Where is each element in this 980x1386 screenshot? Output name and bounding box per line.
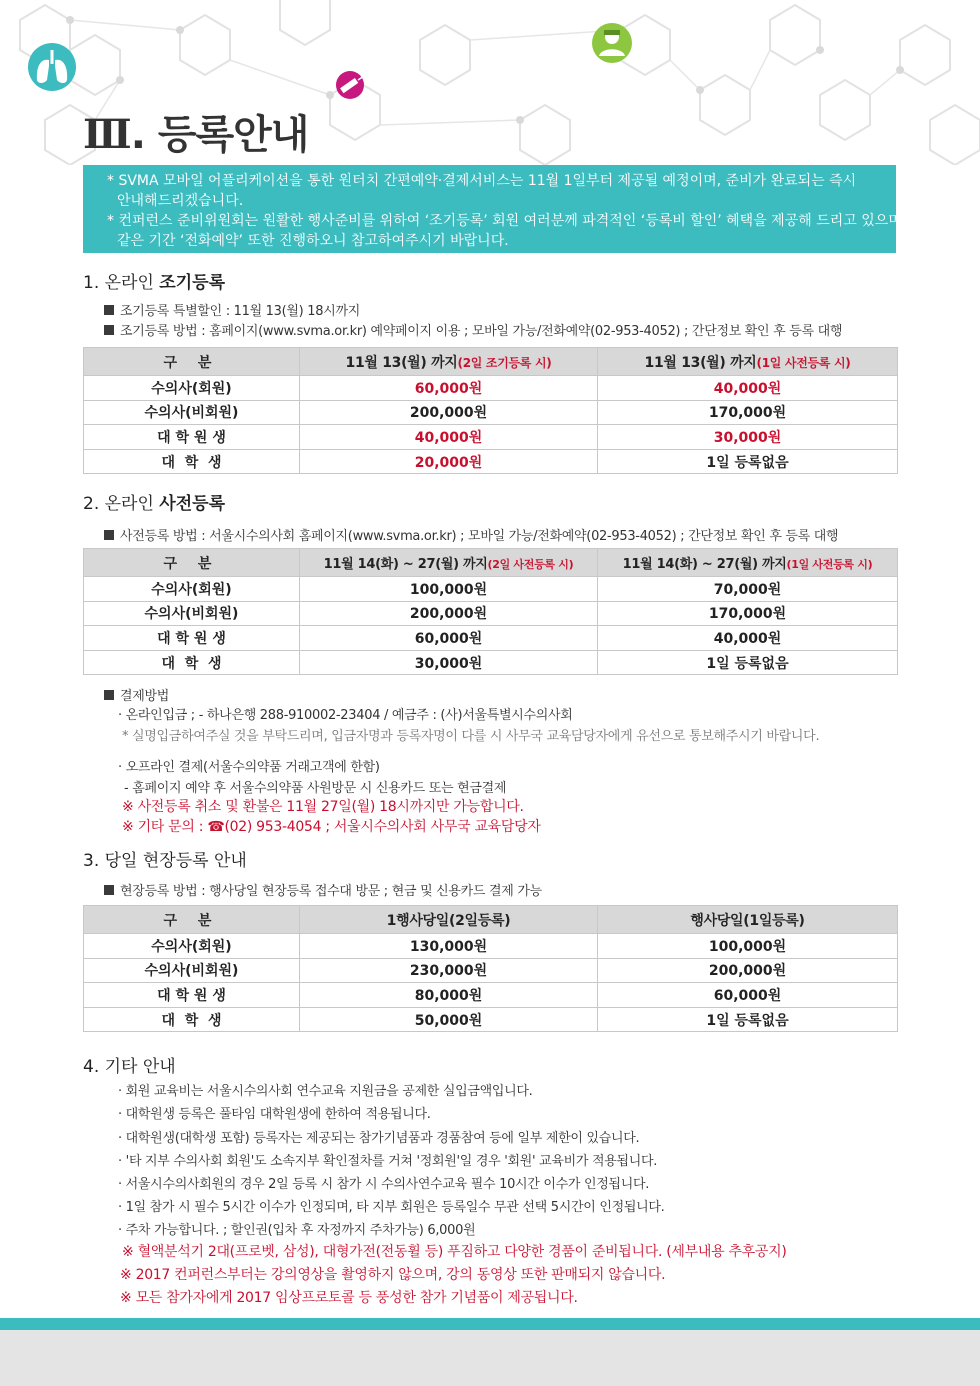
section-1-bullet — [104, 300, 360, 319]
row-category: 수의사(비회원) — [84, 400, 300, 425]
notice-line: * SVMA 모바일 어플리케이션을 통한 원터치 간편예약·결제서비스는 11월 1일부터 제공될 예정이며, 준비가 완료되는 즉시 — [107, 173, 857, 189]
info-note: ※ 모든 참가자에게 2017 임상프로토콜 등 풍성한 참가 기념품이 제공됩니다. — [120, 1290, 578, 1306]
section-2-bold: 사전등록 — [159, 494, 225, 514]
section-1-bold: 조기등록 — [159, 273, 225, 293]
info-item: · 1일 참가 시 필수 5시간 이수가 인정되며, 타 지부 회원은 등록일수 무관 선택 5시간이 인정됩니다. — [118, 1200, 665, 1215]
notice-line: * 컨퍼런스 준비위원회는 원활한 행사준비를 위하여 ‘조기등록’ 회원 여러분께 파격적인 ‘등록비 할인’ 혜택을 제공해 드리고 있으며, — [107, 213, 907, 229]
payment-online: · 온라인입금 ; - 하나은행 288-910002-23404 / 예금주 : (사)서울특별시수의사회 — [118, 708, 573, 723]
bullet-text: 조기등록 특별할인 : 11월 13(월) 18시까지 — [120, 304, 360, 319]
info-note: ※ 혈액분석기 2대(프로벳, 삼성), 대형가전(전동휠 등) 푸짐하고 다양한 경품이 준비됩니다. (세부내용 추후공지) — [122, 1244, 787, 1260]
info-item: · 회원 교육비는 서울시수의사회 연수교육 지원금을 공제한 실입금액입니다. — [118, 1084, 533, 1099]
square-bullet-icon — [104, 305, 114, 315]
header-category: 구 분 — [84, 348, 300, 376]
bullet-text: 사전등록 방법 : 서울시수의사회 홈페이지(www.svma.or.kr) ; 모바일 가능/전화예약(02-953-4052) ; 간단정보 확인 후 등록 대행 — [120, 529, 839, 544]
table-row — [84, 626, 898, 651]
row-value: 200,000원 — [300, 400, 598, 425]
header-1day — [598, 549, 898, 577]
square-bullet-icon — [104, 530, 114, 540]
row-value: 50,000원 — [300, 1007, 598, 1032]
section-2-prefix: 2. 온라인 — [83, 494, 160, 514]
header-main: 11월 13(월) 까지 — [644, 354, 757, 371]
row-value: 40,000원 — [598, 626, 898, 651]
info-item: · 주차 가능합니다. ; 할인권(입차 후 자정까지 주차가능) 6,000원 — [118, 1223, 476, 1238]
row-value: 200,000원 — [598, 958, 898, 983]
footer-gray-band — [0, 1330, 980, 1386]
header-2day — [300, 549, 598, 577]
table-header-row — [84, 549, 898, 577]
row-value: 130,000원 — [300, 934, 598, 959]
row-category: 대 학 원 생 — [84, 983, 300, 1008]
info-item: · 대학원생(대학생 포함) 등록자는 제공되는 참가기념품과 경품참여 등에 일부 제한이 있습니다. — [118, 1131, 640, 1146]
row-category: 대 학 생 — [84, 650, 300, 675]
table-row — [84, 425, 898, 450]
row-value: 30,000원 — [598, 425, 898, 450]
table-row — [84, 601, 898, 626]
row-value: 70,000원 — [598, 577, 898, 602]
row-value: 60,000원 — [300, 626, 598, 651]
title-numeral: Ⅲ — [83, 111, 131, 158]
row-value: 20,000원 — [300, 449, 598, 474]
header-2day: 1행사당일(2일등록) — [300, 906, 598, 934]
row-value: 100,000원 — [300, 577, 598, 602]
payment-offline-detail: - 홈페이지 예약 후 서울수의약품 사원방문 시 신용카드 또는 현금결제 — [124, 781, 507, 796]
section-1-title — [83, 268, 225, 293]
lungs-icon — [28, 43, 76, 91]
section-2-title — [83, 489, 225, 514]
table-header-row — [84, 348, 898, 376]
section-3-bullet — [104, 880, 542, 899]
table-row — [84, 376, 898, 401]
fee-table-advance — [83, 548, 898, 675]
square-bullet-icon — [104, 325, 114, 335]
contact-prefix: ※ 기타 문의 : — [122, 819, 208, 835]
info-item: · 대학원생 등록은 풀타임 대학원생에 한하여 적용됩니다. — [118, 1107, 431, 1122]
info-item: · 서울시수의사회원의 경우 2일 등록 시 참가 시 수의사연수교육 필수 10시간 이수가 인정됩니다. — [118, 1177, 650, 1192]
payment-heading-text: 결제방법 — [120, 689, 170, 704]
header-category: 구 분 — [84, 549, 300, 577]
table-row — [84, 650, 898, 675]
row-category: 대 학 원 생 — [84, 425, 300, 450]
info-item: · '타 지부 수의사회 회원'도 소속지부 확인절차를 거쳐 '정회원'일 경우 '회원' 교육비가 적용됩니다. — [118, 1154, 658, 1169]
header-note: (2일 사전등록 시) — [487, 558, 574, 571]
contact-phone: ☎(02) 953-4054 ; 서울시수의사회 사무국 교육담당자 — [207, 819, 541, 835]
title-text: . 등록안내 — [130, 112, 309, 158]
row-value: 60,000원 — [598, 983, 898, 1008]
row-category: 대 학 생 — [84, 1007, 300, 1032]
header-1day: 행사당일(1일등록) — [598, 906, 898, 934]
header-1day — [598, 348, 898, 376]
row-value: 170,000원 — [598, 601, 898, 626]
row-category: 수의사(회원) — [84, 577, 300, 602]
table-row — [84, 934, 898, 959]
table-row — [84, 958, 898, 983]
row-value: 100,000원 — [598, 934, 898, 959]
payment-heading — [104, 685, 169, 704]
fee-table-onsite — [83, 905, 898, 1032]
header-main: 11월 14(화) ~ 27(월) 까지 — [323, 557, 488, 572]
table-row — [84, 449, 898, 474]
row-value: 1일 등록없음 — [598, 650, 898, 675]
doctor-icon — [592, 23, 632, 63]
row-value: 30,000원 — [300, 650, 598, 675]
table-row — [84, 577, 898, 602]
header-note: (2일 조기등록 시) — [457, 355, 552, 370]
row-value: 60,000원 — [300, 376, 598, 401]
row-value: 170,000원 — [598, 400, 898, 425]
row-value: 1일 등록없음 — [598, 449, 898, 474]
square-bullet-icon — [104, 885, 114, 895]
table-row — [84, 1007, 898, 1032]
page-title — [83, 103, 308, 160]
table-row — [84, 983, 898, 1008]
payment-cancel-note: ※ 사전등록 취소 및 환불은 11월 27일(월) 18시까지만 가능합니다. — [122, 799, 524, 815]
bullet-text: 현장등록 방법 : 행사당일 현장등록 접수대 방문 ; 현금 및 신용카드 결제 가능 — [120, 884, 542, 899]
notice-line: 같은 기간 ‘전화예약’ 또한 진행하오니 참고하여주시기 바랍니다. — [117, 233, 509, 249]
row-value: 200,000원 — [300, 601, 598, 626]
header-main: 11월 14(화) ~ 27(월) 까지 — [622, 557, 787, 572]
syringe-icon — [336, 71, 364, 99]
row-value: 230,000원 — [300, 958, 598, 983]
header-note: (1일 사전등록 시) — [786, 558, 873, 571]
header-note: (1일 사전등록 시) — [756, 355, 851, 370]
row-value: 40,000원 — [598, 376, 898, 401]
section-4-title: 4. 기타 안내 — [83, 1057, 176, 1077]
section-1-bullet — [104, 320, 842, 339]
row-category: 수의사(회원) — [84, 376, 300, 401]
row-value: 40,000원 — [300, 425, 598, 450]
header-main: 11월 13(월) 까지 — [345, 354, 458, 371]
section-2-bullet — [104, 525, 838, 544]
row-category: 대 학 생 — [84, 449, 300, 474]
row-value: 80,000원 — [300, 983, 598, 1008]
row-category: 수의사(비회원) — [84, 601, 300, 626]
row-category: 수의사(비회원) — [84, 958, 300, 983]
payment-contact — [122, 816, 541, 836]
bullet-text: 조기등록 방법 : 홈페이지(www.svma.or.kr) 예약페이지 이용 ; 모바일 가능/전화예약(02-953-4052) ; 간단정보 확인 후 등록 대행 — [120, 324, 843, 339]
footer-accent-band — [0, 1318, 980, 1330]
payment-offline: · 오프라인 결제(서울수의약품 거래고객에 한함) — [118, 760, 380, 775]
payment-online-note: * 실명입금하여주실 것을 부탁드리며, 입금자명과 등록자명이 다를 시 사무국 교육담당자에게 유선으로 통보해주시기 바랍니다. — [122, 729, 820, 744]
table-header-row — [84, 906, 898, 934]
notice-box — [83, 165, 907, 253]
square-bullet-icon — [104, 690, 114, 700]
row-category: 수의사(회원) — [84, 934, 300, 959]
section-1-prefix: 1. 온라인 — [83, 273, 160, 293]
header-category: 구 분 — [84, 906, 300, 934]
header-2day — [300, 348, 598, 376]
row-category: 대 학 원 생 — [84, 626, 300, 651]
row-value: 1일 등록없음 — [598, 1007, 898, 1032]
fee-table-early — [83, 347, 898, 474]
info-note: ※ 2017 컨퍼런스부터는 강의영상을 촬영하지 않으며, 강의 동영상 또한 판매되지 않습니다. — [120, 1267, 666, 1283]
notice-line: 안내해드리겠습니다. — [117, 193, 244, 209]
section-3-title: 3. 당일 현장등록 안내 — [83, 851, 247, 871]
table-row — [84, 400, 898, 425]
